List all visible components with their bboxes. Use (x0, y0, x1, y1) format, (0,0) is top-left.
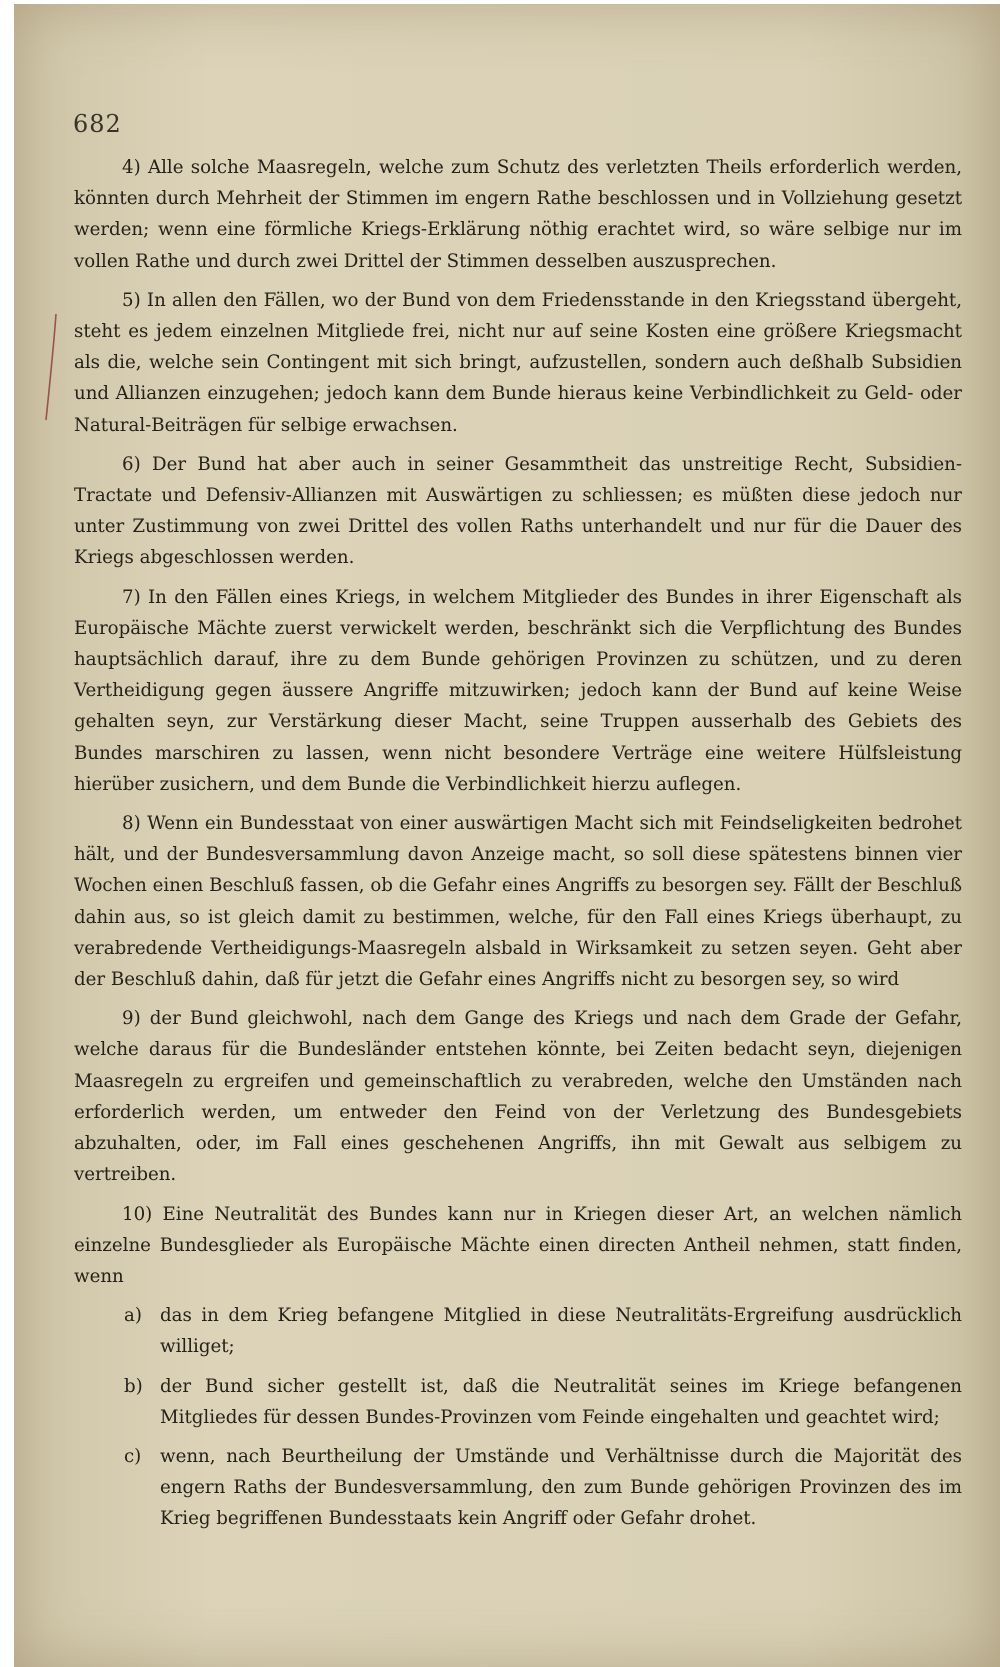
subitem-c (74, 1441, 962, 1535)
subitem-a (74, 1300, 962, 1362)
subitem-text: das in dem Krieg befangene Mitglied in diese Neutralitäts-Ergreifung ausdrücklich williget; (160, 1305, 962, 1358)
paragraph-5: 5) In allen den Fällen, wo der Bund von dem Friedensstande in den Kriegsstand übergeht, steht es jedem einzelnen Mitgliede frei, nicht nur auf seine Kosten eine größere Kriegsmacht als die, welche sein Contingent mit sich bringt, aufzustellen, sondern auch deßhalb Subsidien und Allianzen einzugehen; jedoch kann dem Bunde hieraus keine Verbindlichkeit zu Geld- oder Natural-Beiträgen für selbige erwachsen. (74, 289, 962, 436)
subitem-label: b) (124, 1375, 143, 1397)
margin-pencil-mark (42, 312, 60, 422)
paragraph-10: 10) Eine Neutralität des Bundes kann nur in Kriegen dieser Art, an welchen nämlich einzelne Bundesglieder als Europäische Mächte einen directen Antheil nehmen, statt finden, wenn (74, 1203, 962, 1287)
subitem-label: a) (124, 1305, 142, 1327)
subitem-text: der Bund sicher gestellt ist, daß die Neutralität seines im Kriege befangenen Mitgliedes für dessen Bundes-Provinzen vom Feinde eingehalten und geachtet wird; (160, 1375, 962, 1428)
subitem-text: wenn, nach Beurtheilung der Umstände und Verhältnisse durch die Majorität des engern Raths der Bundesversammlung, den zum Bunde gehörigen Provinzen des im Krieg begriffenen Bundesstaats kein Angriff oder Gefahr drohet. (160, 1445, 962, 1530)
document-body (74, 152, 962, 1543)
page-number: 682 (73, 110, 122, 138)
subitem-b (74, 1371, 962, 1433)
paragraph-4: 4) Alle solche Maasregeln, welche zum Schutz des verletzten Theils erforderlich werden, könnten durch Mehrheit der Stimmen im engern Rathe beschlossen und in Vollziehung gesetzt werden; wenn eine förmliche Kriegs-Erklärung nöthig erachtet wird, so wäre selbige nur im vollen Rathe und durch zwei Drittel der Stimmen desselben auszusprechen. (74, 157, 962, 272)
subitem-label: c) (124, 1445, 142, 1467)
paragraph-6: 6) Der Bund hat aber auch in seiner Gesammtheit das unstreitige Recht, Subsidien-Tractate und Defensiv-Allianzen mit Auswärtigen zu schliessen; es müßten diese jedoch nur unter Zustimmung von zwei Drittel des vollen Raths unterhandelt und nur für die Dauer des Kriegs abgeschlossen werden. (74, 453, 962, 569)
paragraph-7: 7) In den Fällen eines Kriegs, in welchem Mitglieder des Bundes in ihrer Eigenschaft als Europäische Mächte zuerst verwickelt werden, beschränkt sich die Verpflichtung des Bundes hauptsächlich darauf, ihre zu dem Bunde gehörigen Provinzen zu schützen, und zu deren Vertheidigung gegen äussere Angriffe mitzuwirken; jedoch kann der Bund auf keine Weise gehalten seyn, zur Verstärkung dieser Macht, seine Truppen ausserhalb des Gebiets des Bundes marschiren zu lassen, wenn nicht besondere Verträge eine weitere Hülfsleistung hierüber zusichern, und dem Bunde die Verbindlichkeit hierzu auflegen. (74, 586, 962, 795)
paragraph-8: 8) Wenn ein Bundesstaat von einer auswärtigen Macht sich mit Feindseligkeiten bedrohet hält, und der Bundesversammlung davon Anzeige macht, so soll diese spätestens binnen vier Wochen einen Beschluß fassen, ob die Gefahr eines Angriffs zu besorgen sey. Fällt der Beschluß dahin aus, so ist gleich damit zu bestimmen, welche, für den Fall eines Kriegs überhaupt, zu verabredende Vertheidigungs-Maasregeln alsbald in Wirksamkeit zu setzen seyen. Geht aber der Beschluß dahin, daß für jetzt die Gefahr eines Angriffs nicht zu besorgen sey, so wird (74, 813, 962, 991)
paragraph-9: 9) der Bund gleichwohl, nach dem Gange des Kriegs und nach dem Grade der Gefahr, welche daraus für die Bundesländer entstehen könnte, bei Zeiten bedacht seyn, diejenigen Maasregeln zu ergreifen und gemeinschaftlich zu verabreden, welche den Umständen nach erforderlich werden, um entweder den Feind von der Verletzung des Bundesgebiets abzuhalten, oder, im Fall eines geschehenen Angriffs, ihn mit Gewalt aus selbigem zu vertreiben. (74, 1008, 962, 1186)
